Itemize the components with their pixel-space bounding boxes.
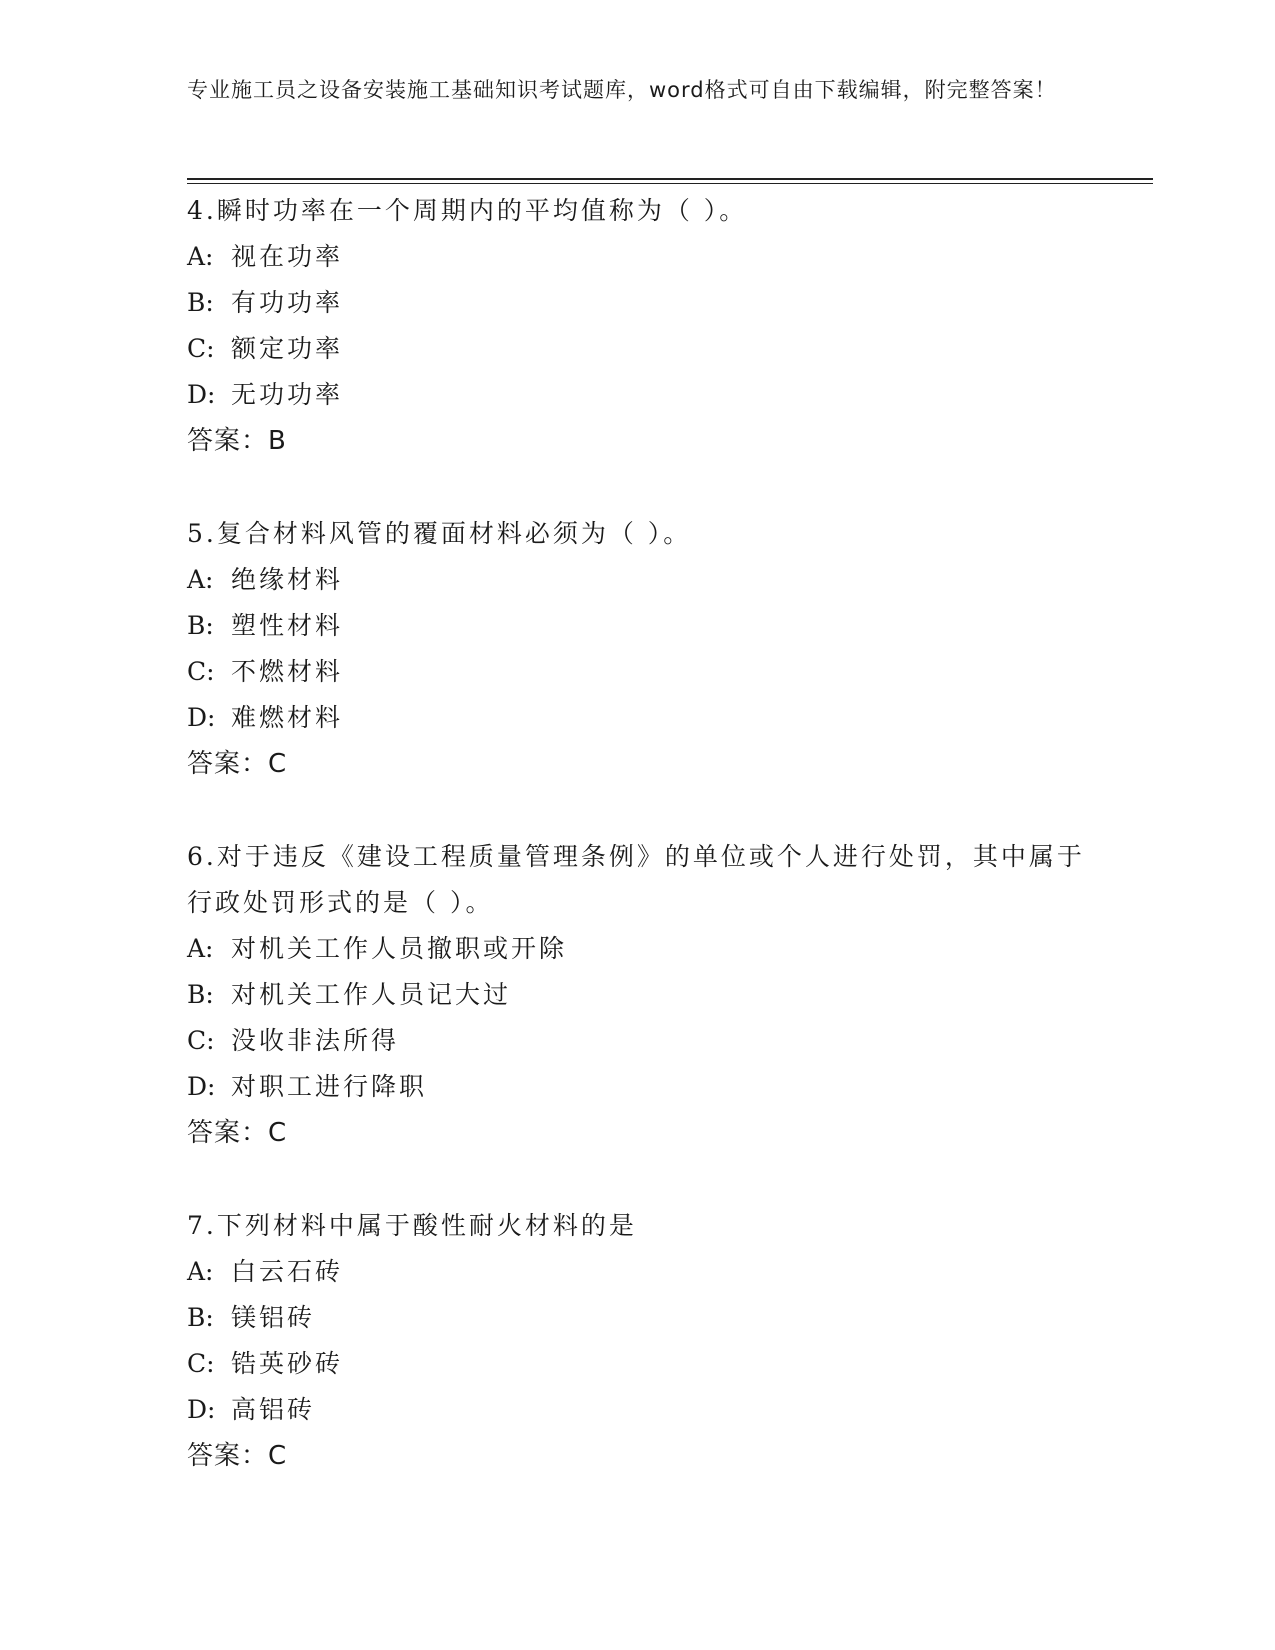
option-text: 对机关工作人员撤职或开除 (231, 934, 568, 963)
question-4 (187, 188, 1087, 464)
option-b (187, 972, 1087, 1018)
option-key: A: (187, 242, 214, 271)
option-key: C: (187, 334, 215, 363)
question-5 (187, 511, 1087, 787)
option-a (187, 1249, 1087, 1295)
option-text: 对职工进行降职 (231, 1072, 428, 1101)
option-a (187, 557, 1087, 603)
option-text: 视在功率 (231, 242, 344, 271)
option-text: 无功功率 (231, 380, 344, 409)
option-text: 有功功率 (231, 288, 344, 317)
option-d (187, 372, 1087, 418)
option-d (187, 695, 1087, 741)
question-7 (187, 1203, 1087, 1479)
option-c (187, 1341, 1087, 1387)
option-key: C: (187, 1026, 215, 1055)
option-text: 没收非法所得 (231, 1026, 400, 1055)
option-text: 镁铝砖 (231, 1303, 316, 1332)
question-text: 4.瞬时功率在一个周期内的平均值称为（ ）。 (187, 196, 748, 225)
header-divider-thin (187, 183, 1153, 184)
option-d (187, 1064, 1087, 1110)
option-text: 塑性材料 (231, 611, 344, 640)
answer-line: 答案：C (187, 1118, 288, 1148)
option-text: 高铝砖 (231, 1395, 316, 1424)
option-text: 锆英砂砖 (231, 1349, 344, 1378)
option-text: 难燃材料 (231, 703, 344, 732)
option-b (187, 280, 1087, 326)
answer-line: 答案：C (187, 1441, 288, 1471)
option-key: B: (187, 611, 214, 640)
option-key: C: (187, 657, 215, 686)
question-text: 7.下列材料中属于酸性耐火材料的是 (187, 1211, 637, 1240)
option-key: D: (187, 1072, 216, 1101)
option-c (187, 649, 1087, 695)
option-b (187, 603, 1087, 649)
option-a (187, 926, 1087, 972)
question-text: 6.对于违反《建设工程质量管理条例》的单位或个人进行处罚，其中属于行政处罚形式的是（ ）。 (187, 842, 1085, 917)
option-key: D: (187, 1395, 216, 1424)
option-key: C: (187, 1349, 215, 1378)
option-text: 不燃材料 (231, 657, 344, 686)
answer-line: 答案：C (187, 749, 288, 779)
option-text: 对机关工作人员记大过 (231, 980, 512, 1009)
option-b (187, 1295, 1087, 1341)
option-key: A: (187, 934, 214, 963)
question-6 (187, 834, 1087, 1156)
option-text: 绝缘材料 (231, 565, 344, 594)
option-key: A: (187, 565, 214, 594)
option-text: 额定功率 (231, 334, 344, 363)
document-header: 专业施工员之设备安装施工基础知识考试题库，word格式可自由下载编辑，附完整答案！ (187, 78, 1057, 102)
option-key: B: (187, 980, 214, 1009)
answer-line: 答案：B (187, 426, 287, 456)
option-key: D: (187, 703, 216, 732)
option-key: B: (187, 288, 214, 317)
option-d (187, 1387, 1087, 1433)
option-a (187, 234, 1087, 280)
option-key: D: (187, 380, 216, 409)
option-text: 白云石砖 (231, 1257, 344, 1286)
option-key: B: (187, 1303, 214, 1332)
option-key: A: (187, 1257, 214, 1286)
question-text: 5.复合材料风管的覆面材料必须为（ ）。 (187, 519, 692, 548)
option-c (187, 326, 1087, 372)
header-divider-thick (187, 178, 1153, 180)
question-list (187, 188, 1087, 1526)
option-c (187, 1018, 1087, 1064)
